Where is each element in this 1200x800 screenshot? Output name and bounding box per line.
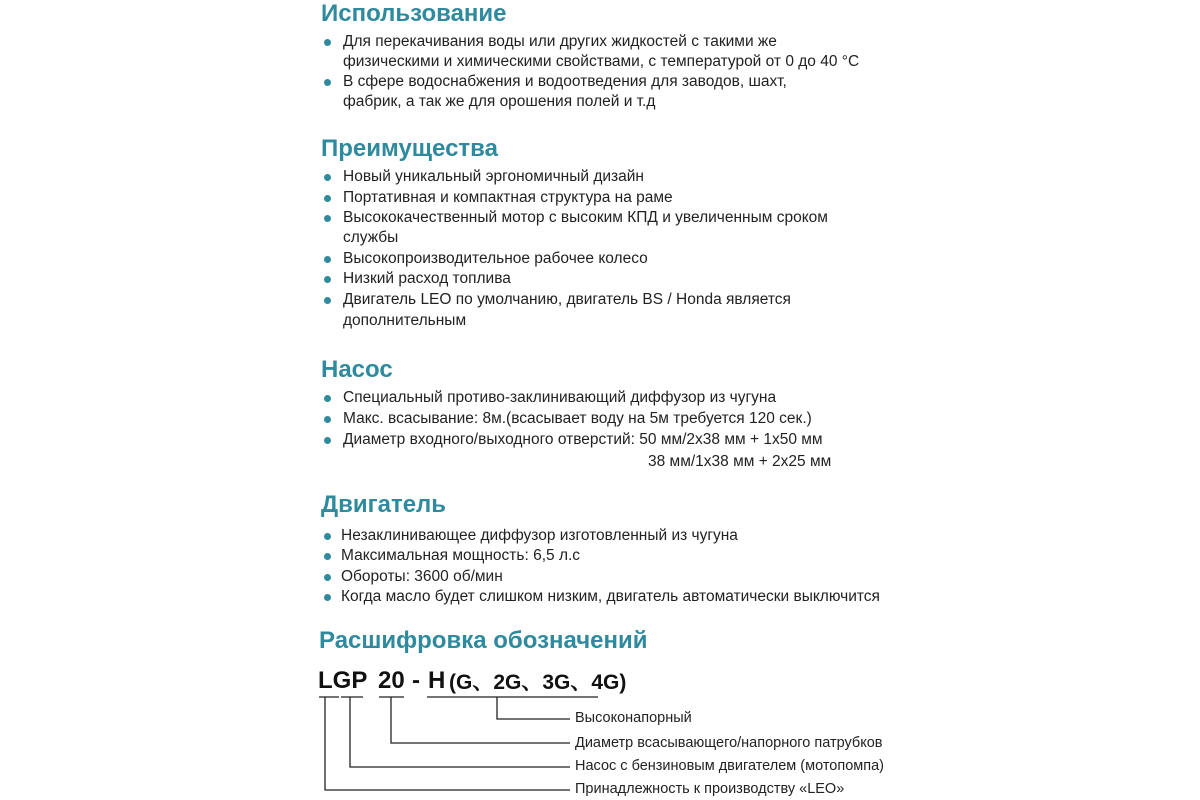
legend-high-pressure: Высоконапорный bbox=[575, 710, 692, 726]
legend-petrol-pump: Насос с бензиновым двигателем (мотопомпа) bbox=[575, 758, 885, 774]
pump-line: 38 мм/1х38 мм + 2х25 мм bbox=[648, 453, 832, 470]
advantages-line: службы bbox=[343, 229, 399, 246]
usage-line: фабрик, а так же для орошения полей и т.д bbox=[343, 93, 656, 110]
advantages-line: Высококачественный мотор с высоким КПД и увеличенным сроком bbox=[343, 209, 828, 226]
engine-line: Незаклинивающее диффузор изготовленный из чугуна bbox=[341, 527, 738, 544]
usage-line: В сфере водоснабжения и водоотведения для заводов, шахт, bbox=[343, 73, 787, 90]
engine-line: Обороты: 3600 об/мин bbox=[341, 568, 503, 585]
usage-line: физическими и химическими свойствами, с температурой от 0 до 40 °C bbox=[343, 53, 860, 70]
code-dash: - bbox=[412, 667, 420, 694]
section-title-usage: Использование bbox=[321, 0, 507, 27]
section-title-decoding: Расшифровка обозначений bbox=[319, 627, 648, 654]
section-title-engine: Двигатель bbox=[321, 491, 447, 518]
advantages-line: Высокопроизводительное рабочее колесо bbox=[343, 250, 648, 267]
pump-line: Специальный противо-заклинивающий диффузор из чугуна bbox=[343, 389, 777, 406]
advantages-line: Портативная и компактная структура на раме bbox=[343, 189, 673, 206]
advantages-line: Новый уникальный эргономичный дизайн bbox=[343, 168, 644, 185]
code-head: H bbox=[428, 667, 446, 694]
engine-line: Когда масло будет слишком низким, двигатель автоматически выключится bbox=[341, 588, 880, 605]
advantages-line: Двигатель LEO по умолчанию, двигатель BS / Honda является bbox=[343, 291, 791, 308]
usage-line: Для перекачивания воды или других жидкостей с такими же bbox=[343, 33, 777, 50]
engine-line: Максимальная мощность: 6,5 л.с bbox=[341, 547, 581, 564]
section-title-advantages: Преимущества bbox=[321, 135, 498, 162]
advantages-line: дополнительным bbox=[343, 312, 467, 329]
code-variants: (G、2G、3G、4G) bbox=[449, 671, 627, 694]
code-diameter: 20 bbox=[378, 667, 405, 694]
legend-manufacturer: Принадлежность к производству «LEO» bbox=[575, 781, 845, 797]
code-prefix: LGP bbox=[318, 667, 368, 694]
pump-line: Диаметр входного/выходного отверстий: 50 мм/2х38 мм + 1х50 мм bbox=[343, 431, 823, 448]
advantages-line: Низкий расход топлива bbox=[343, 270, 511, 287]
section-title-pump: Насос bbox=[321, 356, 393, 383]
pump-line: Макс. всасывание: 8м.(всасывает воду на 5м требуется 120 сек.) bbox=[343, 410, 812, 427]
legend-diameter: Диаметр всасывающего/напорного патрубков bbox=[575, 735, 883, 751]
